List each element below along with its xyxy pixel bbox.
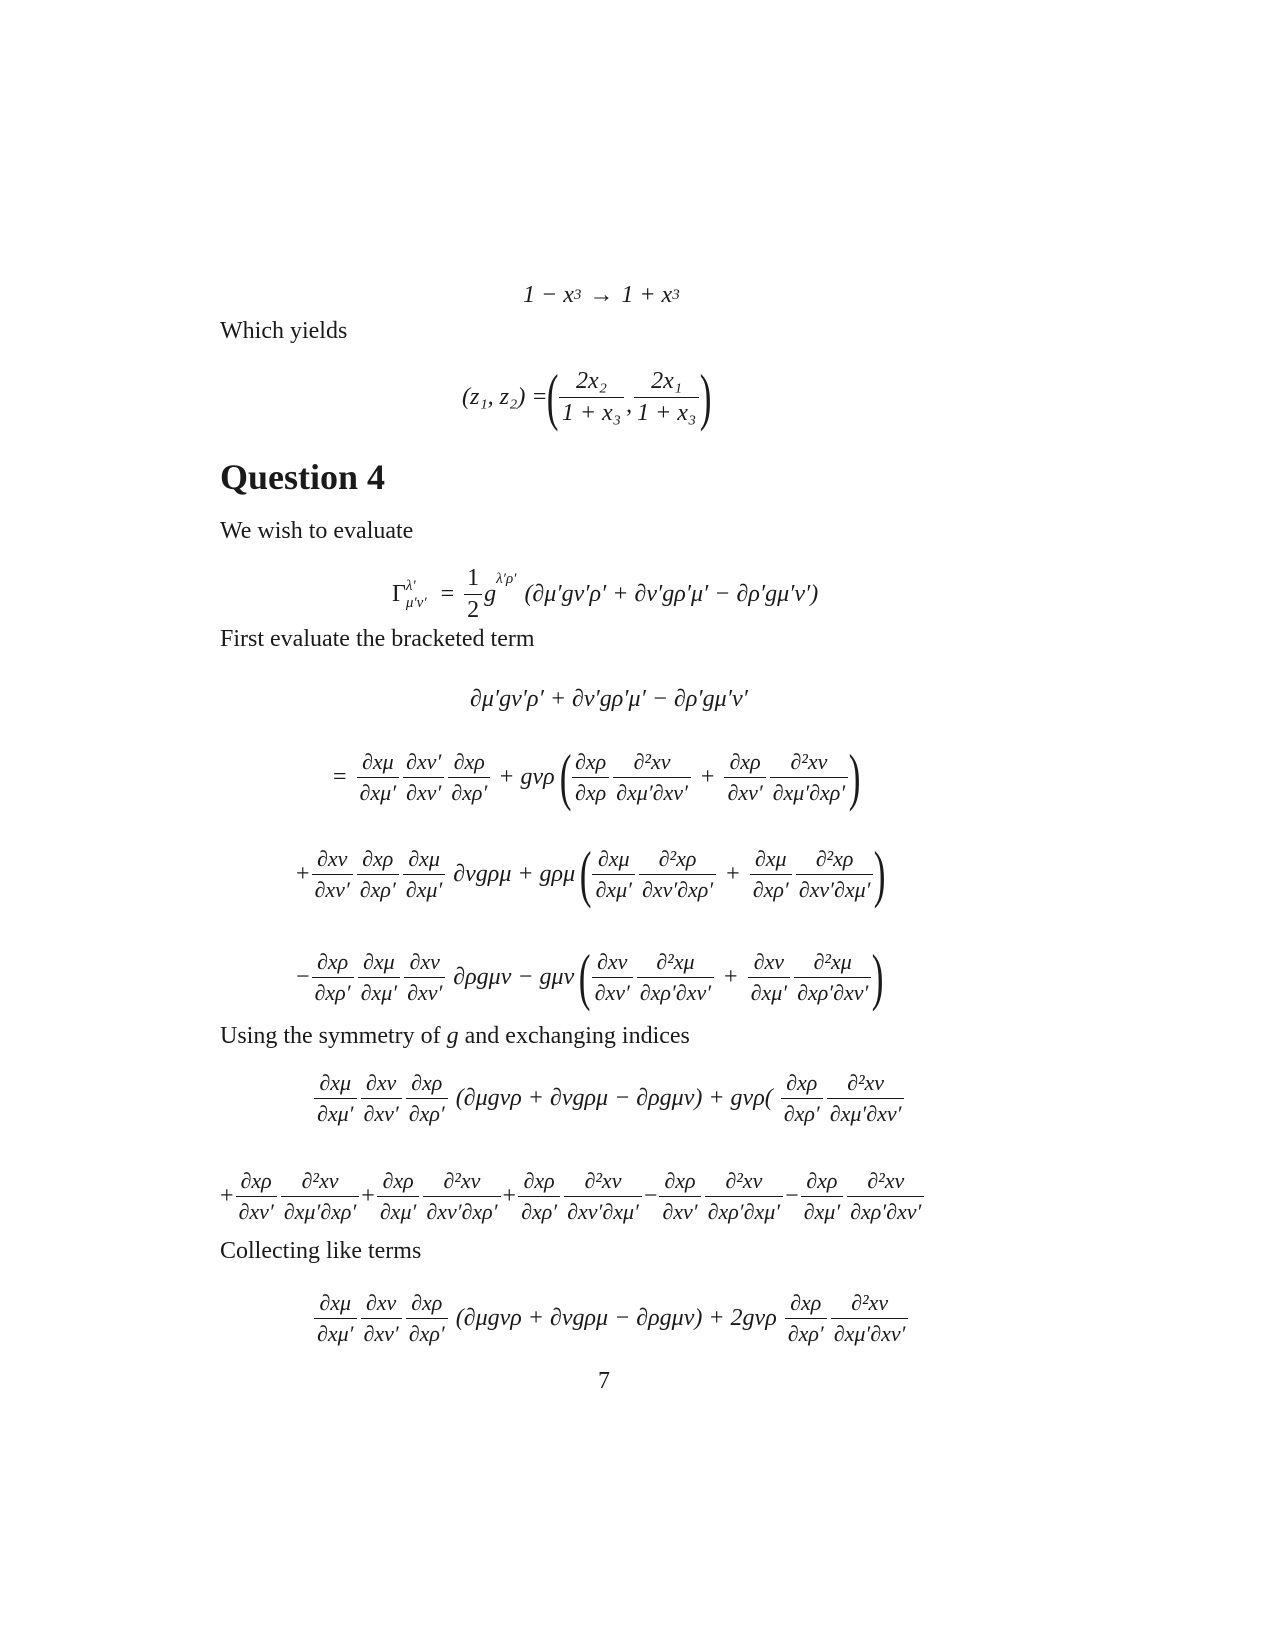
numerator: ∂²xν <box>443 1168 481 1193</box>
middle-term: ∂νgρμ + gρμ <box>453 860 576 887</box>
lead-sign: + <box>296 860 310 887</box>
fraction <box>592 949 633 1006</box>
numerator: ∂xρ <box>453 748 485 774</box>
denominator: ∂xρ′ <box>750 874 792 903</box>
numerator: ∂²xρ <box>658 845 697 871</box>
denominator: ∂xμ′ <box>403 874 446 903</box>
left-paren: ( <box>579 838 592 909</box>
numerator: ∂xμ <box>319 1070 352 1095</box>
denominator: ∂xρ <box>572 777 609 806</box>
fraction <box>659 1168 700 1225</box>
denominator: ∂xμ′∂xρ′ <box>770 777 849 806</box>
fraction <box>403 846 446 903</box>
numerator: ∂xρ <box>411 1070 443 1095</box>
right-paren: ) <box>872 941 884 1012</box>
fraction <box>448 749 490 806</box>
left-paren: ( <box>579 941 591 1012</box>
denominator: ∂xρ′ <box>406 1098 448 1127</box>
fraction <box>847 1168 924 1225</box>
denominator: ∂xρ′∂xν′ <box>794 977 871 1006</box>
plus-sign: + <box>700 763 715 790</box>
eq1-sub: 3 <box>573 287 582 303</box>
middle-term: ∂ρgμν − gμν <box>453 963 575 990</box>
numerator: ∂xμ <box>408 845 440 871</box>
equation-expansion-1 <box>325 741 861 812</box>
fraction <box>637 949 714 1006</box>
fraction <box>634 368 699 427</box>
fraction <box>572 749 609 806</box>
left-paren: ( <box>559 741 572 812</box>
denominator: ∂xν′ <box>312 874 353 903</box>
numerator: ∂²xμ <box>656 948 695 974</box>
fraction <box>559 368 624 427</box>
denominator: ∂xν′ <box>403 777 444 806</box>
fraction <box>314 1290 357 1347</box>
left-paren: ( <box>546 361 559 432</box>
numerator: ∂²xμ <box>813 948 852 974</box>
middle-term: (∂μgνρ + ∂νgρμ − ∂ρgμν) + 2gνρ <box>455 1305 777 1331</box>
text-evaluate: We wish to evaluate <box>220 518 414 544</box>
numerator: 2x₁ <box>651 367 683 394</box>
denominator: ∂xρ′ <box>781 1098 823 1127</box>
numerator: ∂xρ <box>362 845 394 871</box>
numerator: ∂xρ <box>316 948 349 974</box>
eq1-rhs: 1 + x <box>621 282 673 308</box>
denominator: ∂xρ′ <box>518 1196 560 1225</box>
denominator: ∂xν′ <box>361 1098 402 1127</box>
equation-christoffel <box>392 565 818 624</box>
fraction <box>827 1070 905 1127</box>
fraction <box>236 1168 277 1225</box>
denominator: ∂xρ′ <box>357 874 399 903</box>
denominator: ∂xν′∂xμ′ <box>796 874 874 903</box>
numerator: ∂²xν <box>633 748 671 774</box>
denominator: 1 + x₃ <box>559 397 624 427</box>
text-which-yields: Which yields <box>220 318 348 344</box>
fraction <box>361 1290 402 1347</box>
half-fraction <box>464 565 482 624</box>
numerator: ∂²xν <box>847 1070 885 1095</box>
page-number: 7 <box>598 1368 610 1394</box>
fraction <box>613 749 691 806</box>
denominator: ∂xν′ <box>236 1196 277 1225</box>
denominator: ∂xμ′ <box>314 1098 357 1127</box>
denominator: ∂xρ′∂xν′ <box>637 977 714 1006</box>
denominator: ∂xμ′ <box>801 1196 844 1225</box>
metric-sup: λ′ρ′ <box>496 571 517 587</box>
numerator: ∂xμ <box>361 748 394 774</box>
denominator: ∂xρ′ <box>406 1318 448 1347</box>
denominator: ∂xμ′ <box>314 1318 357 1347</box>
fraction <box>406 1290 448 1347</box>
middle-term: (∂μgνρ + ∂νgρμ − ∂ρgμν) + gνρ( <box>455 1085 773 1111</box>
fraction <box>770 749 849 806</box>
eq1-sub2: 3 <box>672 287 680 303</box>
term-sign: + <box>502 1183 517 1209</box>
numerator: ∂xρ <box>411 1290 443 1315</box>
equation-expansion-3 <box>296 941 884 1012</box>
right-paren: ) <box>700 361 712 432</box>
text-collecting: Collecting like terms <box>220 1238 422 1264</box>
fraction <box>357 846 399 903</box>
denominator: ∂xρ′∂xμ′ <box>705 1196 784 1225</box>
denominator: ∂xρ′ <box>785 1318 827 1347</box>
lead-sign: − <box>296 963 310 990</box>
numerator: ∂xρ <box>382 1168 414 1193</box>
equation-expansion-2 <box>296 838 886 909</box>
denominator: ∂xμ′ <box>357 777 400 806</box>
numerator: ∂xμ <box>597 845 630 871</box>
fraction <box>639 846 716 903</box>
equation-1 <box>523 282 680 309</box>
bracket-body: (∂μ′gν′ρ′ + ∂ν′gρ′μ′ − ∂ρ′gμ′ν′) <box>524 581 819 607</box>
term-sign: + <box>361 1183 375 1209</box>
fraction <box>831 1290 909 1347</box>
fraction <box>750 846 792 903</box>
numerator: ∂xν <box>365 1070 397 1095</box>
fraction <box>785 1290 827 1347</box>
fraction <box>564 1168 642 1225</box>
denominator: ∂xρ′ <box>448 777 490 806</box>
numerator: ∂xρ <box>786 1070 818 1095</box>
denominator: ∂xν′ <box>404 977 445 1006</box>
gamma-sub: μ′ν′ <box>405 594 427 611</box>
numerator: ∂²xν <box>725 1168 763 1193</box>
lead-sign: = <box>333 763 347 790</box>
eq2-lhs: (z₁, z₂) = <box>462 383 548 410</box>
fraction <box>358 949 401 1006</box>
fraction <box>724 749 765 806</box>
text-symmetry-a: Using the symmetry of <box>220 1023 441 1049</box>
denominator: ∂xρ′∂xν′ <box>847 1196 924 1225</box>
fraction <box>794 949 871 1006</box>
numerator: ∂xν <box>409 948 440 974</box>
middle-term: + gνρ <box>498 763 555 790</box>
numerator: ∂xρ <box>664 1168 696 1193</box>
fraction <box>312 949 354 1006</box>
equation-symmetry-2 <box>220 1168 926 1225</box>
denominator: ∂xν′∂xρ′ <box>423 1196 500 1225</box>
fraction <box>705 1168 784 1225</box>
fraction <box>801 1168 844 1225</box>
denominator: ∂xμ′ <box>377 1196 420 1225</box>
eq1-lhs: 1 − x <box>523 282 574 308</box>
denominator: ∂xν′ <box>724 777 765 806</box>
numerator: ∂²xν <box>301 1168 339 1193</box>
denominator: ∂xν′∂xρ′ <box>639 874 716 903</box>
text-symmetry-b: and exchanging indices <box>464 1023 690 1049</box>
fraction <box>423 1168 500 1225</box>
denominator: 2 <box>464 594 482 624</box>
denominator: ∂xμ′∂xν′ <box>831 1318 909 1347</box>
numerator: ∂xν <box>365 1290 397 1315</box>
denominator: ∂xμ′∂xν′ <box>613 777 691 806</box>
fraction <box>403 749 444 806</box>
denominator: ∂xμ′∂xρ′ <box>281 1196 360 1225</box>
fraction <box>361 1070 402 1127</box>
gamma-symbol: Γ <box>392 581 406 607</box>
denominator: ∂xν′∂xμ′ <box>564 1196 642 1225</box>
numerator: ∂xρ <box>523 1168 555 1193</box>
denominator: ∂xμ′∂xν′ <box>827 1098 905 1127</box>
gamma-sup: λ′ <box>405 577 416 594</box>
numerator: ∂xρ <box>790 1290 822 1315</box>
numerator: ∂xμ <box>754 845 787 871</box>
numerator: ∂xν <box>316 845 348 871</box>
equation-bracket-term: ∂μ′gν′ρ′ + ∂ν′gρ′μ′ − ∂ρ′gμ′ν′ <box>470 686 748 712</box>
numerator: ∂²xν <box>584 1168 622 1193</box>
term-sign: + <box>220 1183 234 1209</box>
text-bracketed: First evaluate the bracketed term <box>220 626 535 652</box>
fraction <box>748 949 791 1006</box>
fraction <box>404 949 445 1006</box>
fraction <box>518 1168 560 1225</box>
fraction <box>312 846 353 903</box>
section-heading: Question 4 <box>220 457 386 497</box>
numerator: ∂²xν <box>867 1168 905 1193</box>
fraction <box>377 1168 420 1225</box>
term-sign: − <box>643 1183 658 1209</box>
denominator: ∂xν′ <box>592 977 633 1006</box>
denominator: ∂xμ′ <box>592 874 635 903</box>
numerator: ∂xρ <box>729 748 761 774</box>
eq1-arrow: → <box>589 282 614 308</box>
fraction <box>592 846 635 903</box>
numerator: ∂xν <box>753 948 785 974</box>
numerator: ∂xν′ <box>406 748 442 774</box>
right-paren: ) <box>874 838 886 909</box>
equation-2 <box>462 361 712 432</box>
fraction <box>314 1070 357 1127</box>
equation-collected <box>312 1290 910 1347</box>
equation-symmetry-1 <box>312 1070 906 1127</box>
denominator: ∂xμ′ <box>358 977 401 1006</box>
numerator: ∂²xν <box>790 748 828 774</box>
denominator: 1 + x₃ <box>634 397 699 427</box>
equals-sign: = <box>440 581 455 607</box>
denominator: ∂xρ′ <box>312 977 354 1006</box>
term-sign: − <box>785 1183 799 1209</box>
fraction <box>281 1168 360 1225</box>
fraction <box>796 846 874 903</box>
text-symmetry-g: g <box>446 1023 459 1049</box>
numerator: 2x₂ <box>575 367 607 394</box>
right-paren: ) <box>848 741 861 812</box>
numerator: ∂xρ <box>574 748 607 774</box>
separator: , <box>626 392 633 418</box>
fraction <box>357 749 400 806</box>
plus-sign: + <box>724 963 738 990</box>
numerator: ∂xμ <box>362 948 395 974</box>
denominator: ∂xν′ <box>659 1196 700 1225</box>
fraction <box>406 1070 448 1127</box>
denominator: ∂xμ′ <box>748 977 791 1006</box>
text-symmetry <box>220 1023 690 1050</box>
numerator: ∂xρ <box>240 1168 272 1193</box>
numerator: ∂²xρ <box>815 845 854 871</box>
fraction <box>781 1070 823 1127</box>
denominator: ∂xν′ <box>361 1318 402 1347</box>
numerator: ∂xρ <box>806 1168 838 1193</box>
numerator: ∂xν <box>596 948 628 974</box>
numerator: ∂²xν <box>851 1290 889 1315</box>
numerator: ∂xμ <box>319 1290 352 1315</box>
metric-g: g <box>484 581 497 607</box>
numerator: 1 <box>467 565 480 591</box>
plus-sign: + <box>726 860 740 887</box>
